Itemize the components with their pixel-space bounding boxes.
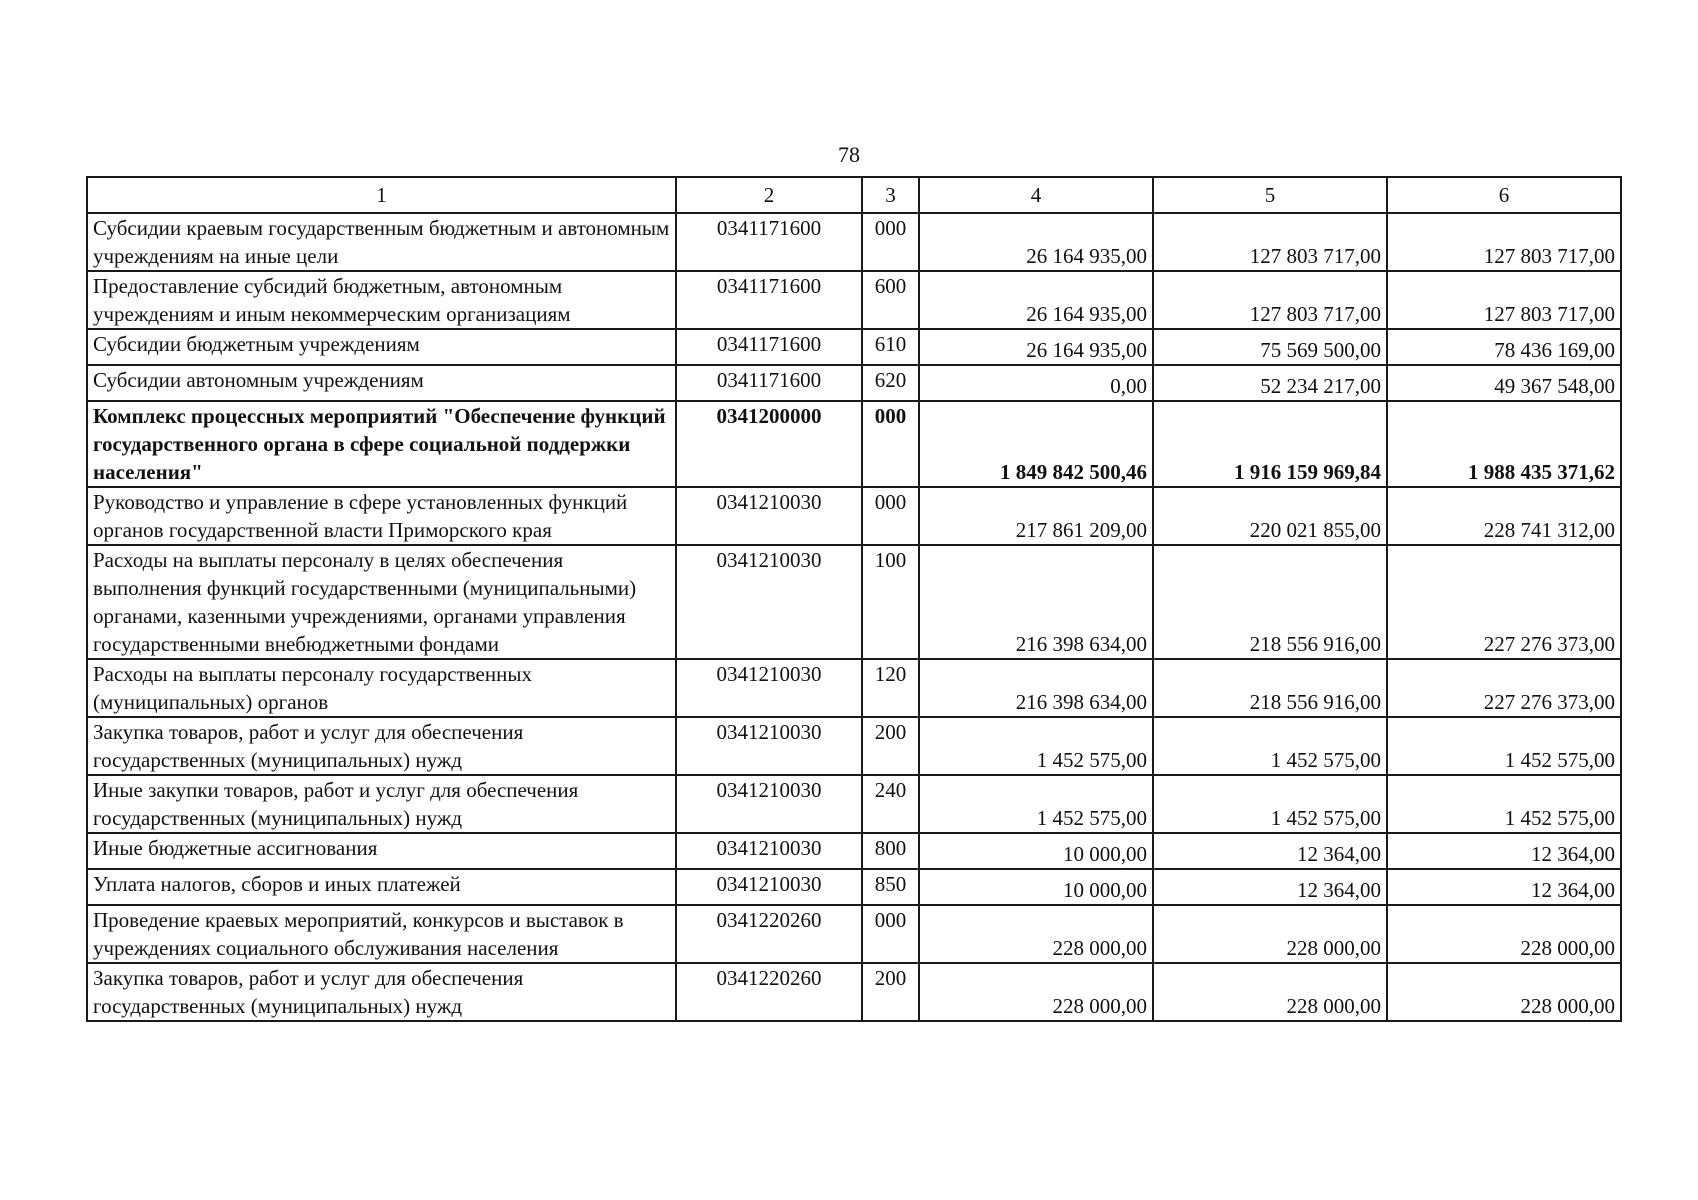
table-row — [87, 271, 1621, 329]
row-amount-col4-cell: 26 164 935,00 — [919, 213, 1153, 271]
row-amount-col4-cell: 26 164 935,00 — [919, 329, 1153, 365]
row-amount-col5-cell: 75 569 500,00 — [1153, 329, 1387, 365]
row-amount-col6-cell: 127 803 717,00 — [1387, 271, 1621, 329]
row-amount-col5-cell: 1 452 575,00 — [1153, 775, 1387, 833]
row-expense-type-cell: 100 — [862, 545, 919, 659]
row-amount-col5-cell: 228 000,00 — [1153, 963, 1387, 1021]
row-amount-col5-cell: 1 916 159 969,84 — [1153, 401, 1387, 487]
row-code-cell: 0341210030 — [676, 545, 862, 659]
table-row — [87, 329, 1621, 365]
row-name-cell: Иные бюджетные ассигнования — [87, 833, 676, 869]
row-amount-col6-cell: 12 364,00 — [1387, 869, 1621, 905]
row-expense-type-cell: 000 — [862, 401, 919, 487]
row-amount-col6-cell: 12 364,00 — [1387, 833, 1621, 869]
row-expense-type-cell: 620 — [862, 365, 919, 401]
row-code-cell: 0341171600 — [676, 365, 862, 401]
row-code-cell: 0341210030 — [676, 833, 862, 869]
column-header-6: 6 — [1387, 177, 1621, 213]
row-amount-col6-cell: 49 367 548,00 — [1387, 365, 1621, 401]
row-expense-type-cell: 610 — [862, 329, 919, 365]
table-row — [87, 659, 1621, 717]
row-amount-col4-cell: 216 398 634,00 — [919, 545, 1153, 659]
table-row — [87, 545, 1621, 659]
row-name-cell: Иные закупки товаров, работ и услуг для обеспечения государственных (муниципальных) нужд — [87, 775, 676, 833]
budget-table-body — [87, 177, 1621, 1021]
row-amount-col4-cell: 10 000,00 — [919, 869, 1153, 905]
row-code-cell: 0341171600 — [676, 271, 862, 329]
row-code-cell: 0341171600 — [676, 213, 862, 271]
table-row — [87, 905, 1621, 963]
table-row — [87, 963, 1621, 1021]
table-row — [87, 487, 1621, 545]
row-amount-col6-cell: 227 276 373,00 — [1387, 545, 1621, 659]
row-amount-col5-cell: 12 364,00 — [1153, 869, 1387, 905]
column-header-5: 5 — [1153, 177, 1387, 213]
row-amount-col6-cell: 1 452 575,00 — [1387, 775, 1621, 833]
row-expense-type-cell: 200 — [862, 963, 919, 1021]
row-amount-col6-cell: 228 741 312,00 — [1387, 487, 1621, 545]
row-code-cell: 0341210030 — [676, 775, 862, 833]
row-amount-col5-cell: 127 803 717,00 — [1153, 271, 1387, 329]
column-number-header-row — [87, 177, 1621, 213]
row-code-cell: 0341200000 — [676, 401, 862, 487]
row-amount-col4-cell: 0,00 — [919, 365, 1153, 401]
row-expense-type-cell: 850 — [862, 869, 919, 905]
row-amount-col4-cell: 26 164 935,00 — [919, 271, 1153, 329]
budget-table — [86, 176, 1622, 1022]
row-amount-col6-cell: 1 988 435 371,62 — [1387, 401, 1621, 487]
row-amount-col5-cell: 1 452 575,00 — [1153, 717, 1387, 775]
row-name-cell: Комплекс процессных мероприятий "Обеспечение функций государственного органа в сфере социальной поддержки населения" — [87, 401, 676, 487]
row-amount-col5-cell: 220 021 855,00 — [1153, 487, 1387, 545]
row-amount-col4-cell: 10 000,00 — [919, 833, 1153, 869]
row-amount-col5-cell: 12 364,00 — [1153, 833, 1387, 869]
row-amount-col4-cell: 216 398 634,00 — [919, 659, 1153, 717]
row-name-cell: Субсидии краевым государственным бюджетным и автономным учреждениям на иные цели — [87, 213, 676, 271]
row-expense-type-cell: 200 — [862, 717, 919, 775]
row-amount-col4-cell: 1 849 842 500,46 — [919, 401, 1153, 487]
row-expense-type-cell: 000 — [862, 487, 919, 545]
row-amount-col4-cell: 228 000,00 — [919, 963, 1153, 1021]
table-row — [87, 365, 1621, 401]
row-amount-col4-cell: 1 452 575,00 — [919, 775, 1153, 833]
row-amount-col6-cell: 227 276 373,00 — [1387, 659, 1621, 717]
row-name-cell: Руководство и управление в сфере установленных функций органов государственной власти Приморского края — [87, 487, 676, 545]
column-header-1: 1 — [87, 177, 676, 213]
row-name-cell: Предоставление субсидий бюджетным, автономным учреждениям и иным некоммерческим организациям — [87, 271, 676, 329]
row-amount-col4-cell: 217 861 209,00 — [919, 487, 1153, 545]
row-code-cell: 0341220260 — [676, 963, 862, 1021]
table-row — [87, 833, 1621, 869]
row-amount-col4-cell: 1 452 575,00 — [919, 717, 1153, 775]
row-name-cell: Закупка товаров, работ и услуг для обеспечения государственных (муниципальных) нужд — [87, 963, 676, 1021]
row-amount-col5-cell: 218 556 916,00 — [1153, 659, 1387, 717]
row-name-cell: Закупка товаров, работ и услуг для обеспечения государственных (муниципальных) нужд — [87, 717, 676, 775]
row-amount-col6-cell: 228 000,00 — [1387, 963, 1621, 1021]
row-name-cell: Субсидии автономным учреждениям — [87, 365, 676, 401]
row-code-cell: 0341210030 — [676, 869, 862, 905]
row-amount-col5-cell: 228 000,00 — [1153, 905, 1387, 963]
row-name-cell: Проведение краевых мероприятий, конкурсов и выставок в учреждениях социального обслуживания населения — [87, 905, 676, 963]
row-code-cell: 0341210030 — [676, 717, 862, 775]
row-amount-col6-cell: 228 000,00 — [1387, 905, 1621, 963]
row-name-cell: Расходы на выплаты персоналу в целях обеспечения выполнения функций государственными (муниципальными) органами, казенными учреждениями, органами управления государственными внебюджетными фондами — [87, 545, 676, 659]
row-amount-col4-cell: 228 000,00 — [919, 905, 1153, 963]
row-name-cell: Расходы на выплаты персоналу государственных (муниципальных) органов — [87, 659, 676, 717]
row-amount-col5-cell: 52 234 217,00 — [1153, 365, 1387, 401]
table-row — [87, 869, 1621, 905]
row-expense-type-cell: 240 — [862, 775, 919, 833]
row-amount-col5-cell: 218 556 916,00 — [1153, 545, 1387, 659]
row-name-cell: Субсидии бюджетным учреждениям — [87, 329, 676, 365]
row-name-cell: Уплата налогов, сборов и иных платежей — [87, 869, 676, 905]
table-row — [87, 213, 1621, 271]
row-expense-type-cell: 800 — [862, 833, 919, 869]
row-code-cell: 0341210030 — [676, 487, 862, 545]
row-amount-col6-cell: 127 803 717,00 — [1387, 213, 1621, 271]
row-code-cell: 0341220260 — [676, 905, 862, 963]
column-header-3: 3 — [862, 177, 919, 213]
column-header-2: 2 — [676, 177, 862, 213]
table-row — [87, 717, 1621, 775]
row-amount-col5-cell: 127 803 717,00 — [1153, 213, 1387, 271]
table-row — [87, 401, 1621, 487]
row-code-cell: 0341171600 — [676, 329, 862, 365]
row-expense-type-cell: 000 — [862, 213, 919, 271]
column-header-4: 4 — [919, 177, 1153, 213]
table-row — [87, 775, 1621, 833]
row-expense-type-cell: 600 — [862, 271, 919, 329]
row-expense-type-cell: 120 — [862, 659, 919, 717]
page-number: 78 — [838, 142, 860, 167]
row-amount-col6-cell: 1 452 575,00 — [1387, 717, 1621, 775]
row-code-cell: 0341210030 — [676, 659, 862, 717]
row-amount-col6-cell: 78 436 169,00 — [1387, 329, 1621, 365]
row-expense-type-cell: 000 — [862, 905, 919, 963]
